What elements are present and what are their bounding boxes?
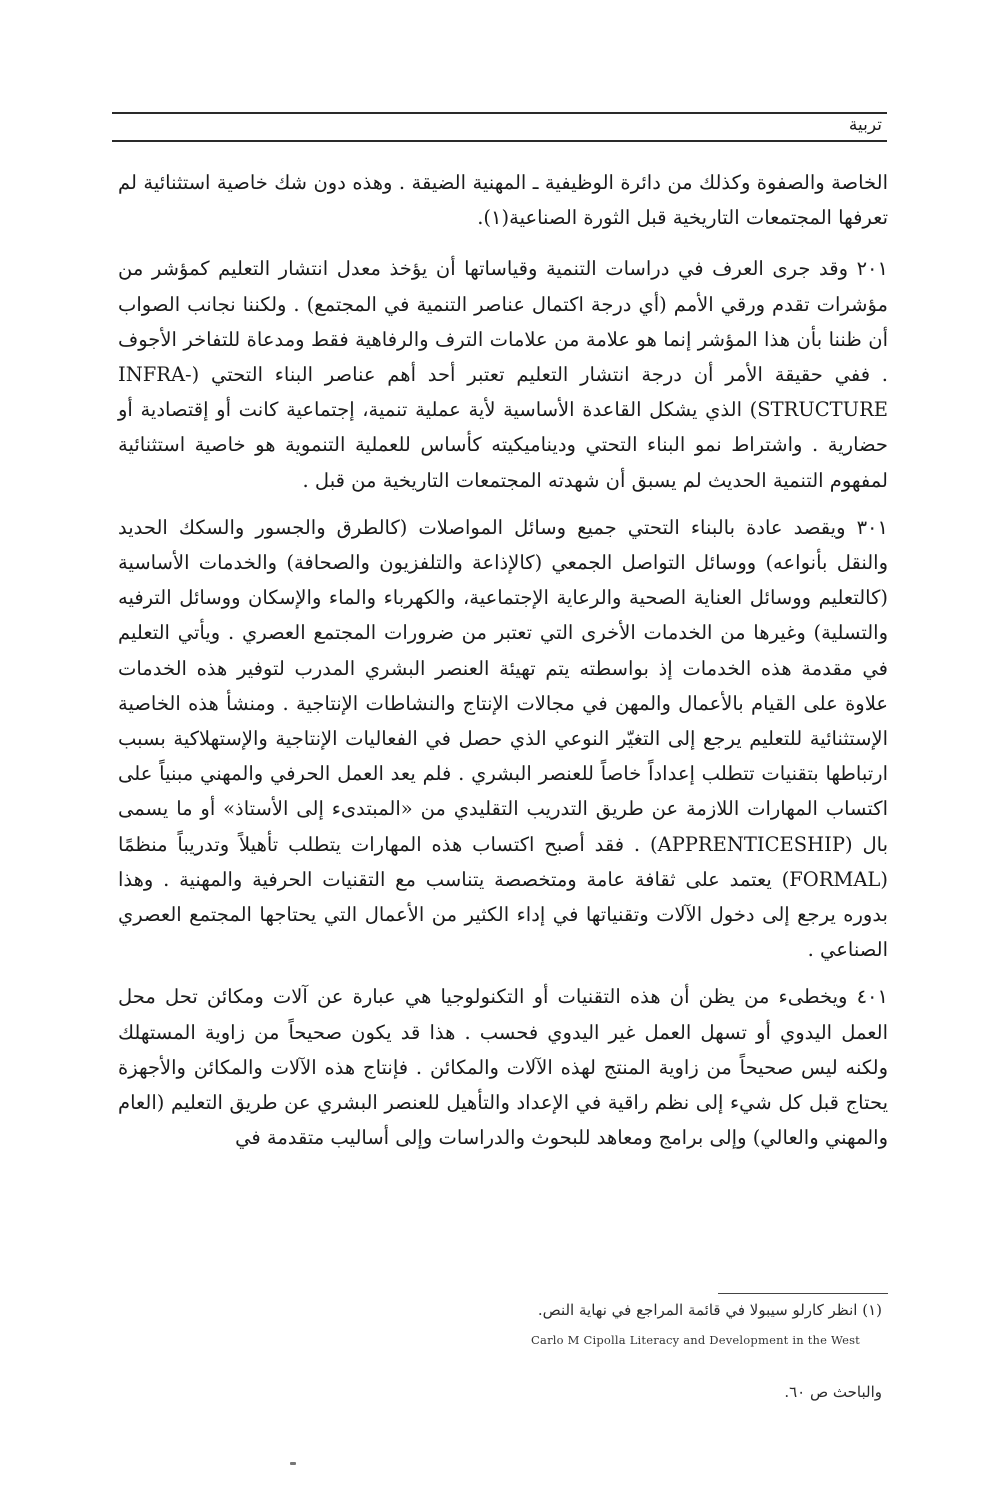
paragraph-2-1: ٢٠١ وقد جرى العرف في دراسات التنمية وقياساتها أن يؤخذ معدل انتشار التعليم كمؤشر من مؤشرات تقدم ورقي الأمم (أي درجة اكتمال عناصر التنمية في المجتمع) . ولكننا نجانب الصواب أن ظننا بأن هذا المؤشر إنما هو علامة من علامات الترف والرفاهية فقط ومدعاة للتفاخر الأجوف . ففي حقيقة الأمر أن درجة انتشار التعليم تعتبر أحد أهم عناصر البناء التحتي (INFRA-STRUCTURE) الذي يشكل القاعدة الأساسية لأية عملية تنمية، إجتماعية كانت أو إقتصادية أو حضارية . واشتراط نمو البناء التحتي وديناميكيته كأساس للعملية التنموية هو خاصية استثنائية لمفهوم التنمية الحديث لم يسبق أن شهدته المجتمعات التاريخية من قبل . (118, 257, 888, 492)
body-text (118, 165, 888, 1167)
paragraph-continuation: الخاصة والصفوة وكذلك من دائرة الوظيفية ـ المهنية الضيقة . وهذه دون شك خاصية استثنائية لم تعرفها المجتمعات التاريخية قبل الثورة الصناعية(١). (118, 171, 888, 230)
scan-mark (290, 1462, 296, 1465)
paragraph-3-1: ٣٠١ ويقصد عادة بالبناء التحتي جميع وسائل المواصلات (كالطرق والجسور والسكك الحديد والنقل بأنواعه) ووسائل التواصل الجمعي (كالإذاعة والتلفزيون والصحافة) والخدمات الأساسية (كالتعليم ووسائل العناية الصحية والرعاية الإجتماعية، والكهرباء والماء والإسكان ووسائل الترفيه والتسلية) وغيرها من الخدمات الأخرى التي تعتبر من ضرورات المجتمع العصري . ويأتي التعليم في مقدمة هذه الخدمات إذ بواسطته يتم تهيئة العنصر البشري المدرب لتوفير هذه الخدمات علاوة على القيام بالأعمال والمهن في مجالات الإنتاج والنشاطات الإنتاجية . ومنشأ هذه الخاصية الإستثنائية للتعليم يرجع إلى التغيّر النوعي الذي حصل في الفعاليات الإنتاجية والإستهلاكية بسبب ارتباطها بتقنيات تتطلب إعداداً خاصاً للعنصر البشري . فلم يعد العمل الحرفي والمهني مبنياً على اكتساب المهارات اللازمة عن طريق التدريب التقليدي من «المبتدىء إلى الأستاذ» أو ما يسمى بال (APPRENTICESHIP) . فقد أصبح اكتساب هذه المهارات يتطلب تأهيلاً وتدريباً منظمًا (FORMAL) يعتمد على ثقافة عامة ومتخصصة يتناسب مع التقنيات الحرفية والمهنية . وهذا بدوره يرجع إلى دخول الآلات وتقنياتها في إداء الكثير من الأعمال التي يحتاجها المجتمع العصري الصناعي . (118, 515, 888, 962)
footnote-arabic: (١) انظر كارلو سيبولا في قائمة المراجع في نهاية النص. (537, 1301, 882, 1319)
footnote-rule (718, 1293, 888, 1294)
footnote-latin-reference: Carlo M Cipolla Literacy and Development in the West (531, 1333, 860, 1347)
header-rule-bottom (112, 140, 887, 142)
running-header: تربية (848, 115, 882, 135)
header-rule-top (112, 112, 887, 114)
footnote-page-reference: والباحث ص ٦٠. (784, 1383, 882, 1401)
paragraph-4-1: ٤٠١ ويخطىء من يظن أن هذه التقنيات أو التكنولوجيا هي عبارة عن آلات ومكائن تحل محل العمل اليدوي أو تسهل العمل غير اليدوي فحسب . هذا قد يكون صحيحاً من زاوية المستهلك ولكنه ليس صحيحاً من زاوية المنتج لهذه الآلات والمكائن . فإنتاج هذه الآلات والمكائن والأجهزة يحتاج قبل كل شيء إلى نظم راقية في الإعداد والتأهيل للعنصر البشري عن طريق التعليم (العام والمهني والعالي) وإلى برامج ومعاهد للبحوث والدراسات وإلى أساليب متقدمة في (118, 985, 888, 1150)
